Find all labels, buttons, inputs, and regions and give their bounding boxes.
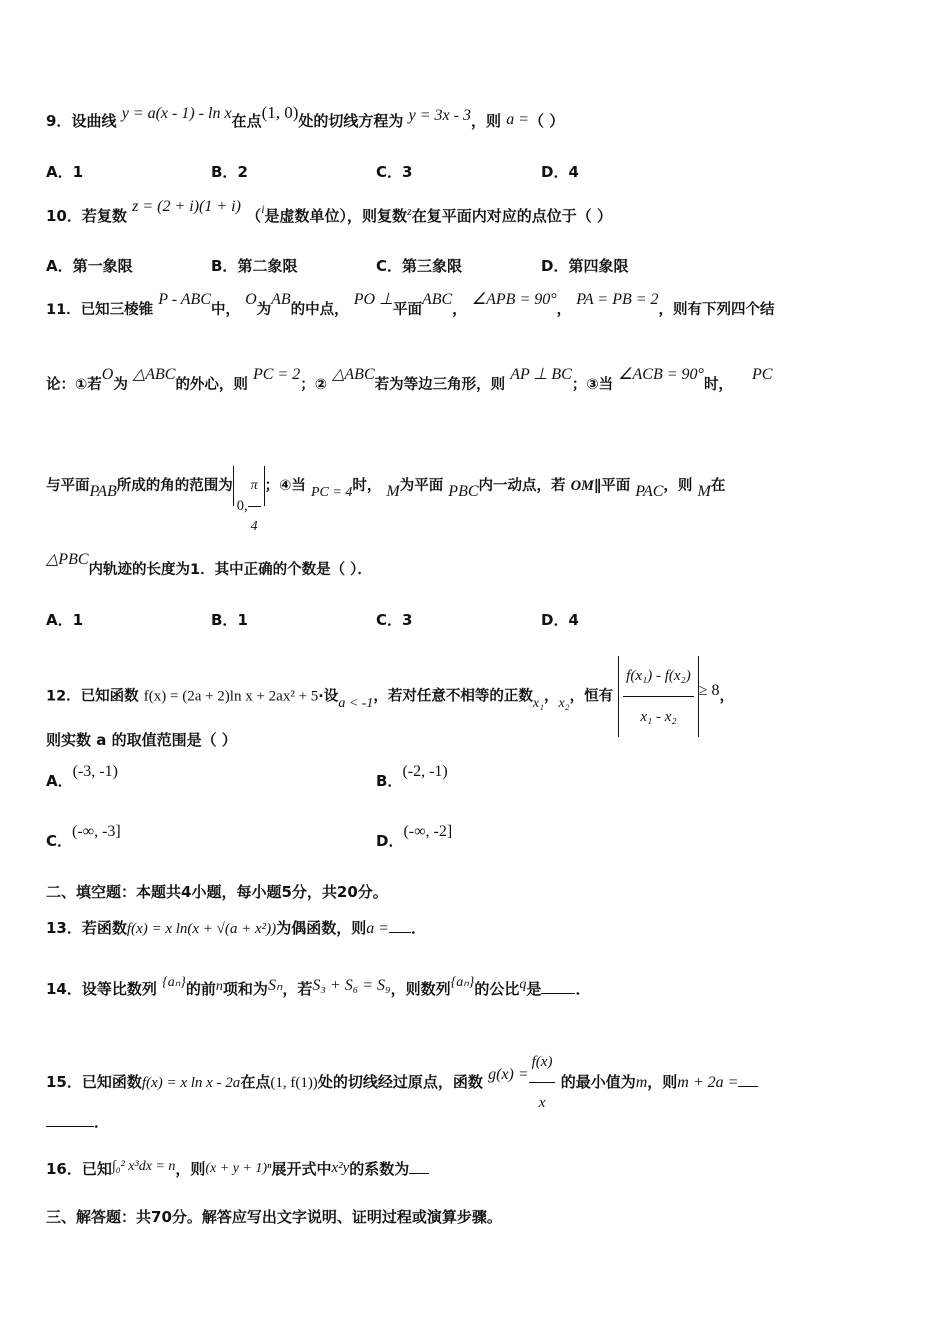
option-label: B．	[211, 257, 238, 275]
math: O	[101, 366, 114, 383]
difference-quotient	[623, 656, 694, 737]
question-number: 10．	[46, 207, 82, 225]
question-text: （	[246, 207, 262, 225]
question-16	[46, 1159, 429, 1181]
option-value: 3	[402, 611, 413, 629]
question-text: 的外心，则	[175, 377, 248, 393]
math: ABC	[422, 291, 453, 308]
option-value: 第一象限	[72, 257, 133, 275]
question-text: 所成的角的范围为	[116, 478, 233, 494]
question-text: ．	[94, 1113, 110, 1131]
option-label: D．	[541, 257, 569, 275]
question-text: ；③当	[571, 377, 614, 393]
option-a	[46, 763, 118, 797]
answer-blank[interactable]	[389, 918, 411, 933]
question-11-line-2	[46, 366, 773, 395]
denominator: 4	[250, 519, 258, 534]
option-label: A．	[46, 611, 73, 629]
section-3-heading	[46, 1207, 502, 1227]
question-15-line-2	[46, 1112, 109, 1132]
function-definition: f(x) = x ln(x + √(a + x²))	[126, 921, 277, 937]
option-a	[46, 609, 83, 630]
point: (1, 0)	[261, 103, 299, 122]
option-d	[376, 823, 453, 857]
question-text: 平面	[601, 478, 631, 494]
question-number: 12．	[46, 688, 81, 705]
question-text: 若函数	[81, 919, 127, 937]
question-9	[46, 103, 565, 132]
question-text: 为偶函数，则	[276, 919, 367, 937]
option-b	[376, 763, 448, 797]
question-text: 时，	[352, 478, 382, 494]
question-text: ．	[575, 980, 591, 998]
answer-paren: （ ）	[529, 112, 565, 130]
option-d	[541, 609, 579, 630]
question-text: 为	[256, 302, 272, 318]
option-value: 3	[402, 163, 413, 181]
math: Sₙ	[267, 977, 283, 994]
section-2-heading	[46, 882, 388, 902]
question-text: ，	[544, 688, 559, 705]
question-14	[46, 975, 591, 1001]
math: x₁	[532, 695, 545, 711]
question-text: 若复数	[81, 207, 127, 225]
question-10	[46, 198, 612, 227]
function-definition: f(x) = x ln x - 2a	[141, 1075, 241, 1091]
option-value: (-∞, -2]	[403, 823, 453, 840]
inequality: ≥ 8	[698, 681, 720, 699]
math: x₂	[558, 695, 570, 711]
integral: ∫₀² x³dx = n	[111, 1159, 176, 1174]
question-text: 在点	[231, 112, 262, 130]
variable: a =	[506, 111, 530, 128]
option-label: A．	[46, 257, 73, 275]
math: ∠ACB = 90°	[618, 366, 704, 383]
math: M	[697, 483, 711, 500]
math: m	[635, 1074, 648, 1091]
question-text: 处的切线方程为	[298, 112, 404, 130]
question-text: ，则	[663, 478, 693, 494]
question-text: 中，	[211, 302, 240, 318]
option-label: D．	[541, 163, 569, 181]
question-text: 在点	[240, 1073, 271, 1091]
option-label: B．	[376, 772, 403, 790]
section-title: 二、填空题：本题共4小题，每小题5分，共20分。	[46, 883, 388, 901]
option-label: C．	[376, 257, 403, 275]
question-12	[46, 656, 734, 737]
math: PA = PB = 2	[576, 291, 659, 308]
option-label: C．	[376, 611, 403, 629]
option-b	[211, 161, 248, 182]
numerator: f(x)	[529, 1042, 556, 1083]
sequence: {aₙ}	[450, 975, 475, 990]
question-text: 项和为	[222, 980, 268, 998]
question-text: ，则数列	[390, 980, 451, 998]
g-fraction	[529, 1042, 556, 1123]
option-value: (-2, -1)	[402, 763, 448, 780]
math: ∠APB = 90°	[471, 291, 557, 308]
question-text: 在复平面内对应的点位于（ ）	[411, 207, 612, 225]
math: PC	[752, 366, 773, 383]
option-c	[46, 823, 121, 857]
question-text: 设曲线	[71, 112, 117, 130]
question-text: 的中点，	[290, 302, 349, 318]
imaginary-unit: i	[261, 202, 265, 216]
question-text: ，若	[282, 980, 313, 998]
question-number: 14．	[46, 980, 82, 998]
question-number: 15．	[46, 1073, 82, 1091]
answer-blank[interactable]	[46, 1112, 94, 1127]
question-number: 11．	[46, 302, 81, 318]
option-value: 2	[237, 163, 248, 181]
math: q	[519, 977, 527, 992]
question-12-line-2	[46, 730, 237, 750]
option-label: B．	[211, 611, 238, 629]
question-text: 论：①若	[46, 377, 102, 393]
option-value: (-3, -1)	[72, 763, 118, 780]
question-text: 处的切线经过原点，函数	[317, 1073, 483, 1091]
question-text: 的公比	[474, 980, 520, 998]
option-value: 4	[568, 163, 579, 181]
math: PC = 4	[311, 485, 353, 500]
math: PO ⊥	[353, 291, 393, 308]
question-15	[46, 1042, 758, 1123]
question-text: ，恒有	[569, 688, 614, 705]
question-text: ，则	[175, 1160, 206, 1178]
answer-blank[interactable]	[409, 1159, 429, 1174]
option-value: 4	[568, 611, 579, 629]
question-text: 的最小值为	[560, 1073, 636, 1091]
question-text: 的系数为	[349, 1160, 410, 1178]
denominator: x₁ - x₂	[640, 709, 677, 725]
option-c	[376, 255, 462, 276]
math: AB	[271, 291, 291, 308]
option-label: D．	[376, 832, 404, 850]
question-text: 时，	[703, 377, 733, 393]
answer-blank[interactable]	[738, 1072, 758, 1087]
question-text: 若为等边三角形，则	[374, 377, 506, 393]
question-text: 是	[526, 980, 542, 998]
absolute-value	[618, 656, 699, 737]
question-text: 为	[113, 377, 128, 393]
angle-range	[233, 466, 265, 534]
option-b	[211, 609, 248, 630]
numerator: f(x₁) - f(x₂)	[623, 656, 694, 697]
option-label: C．	[46, 832, 73, 850]
math: g(x) =	[488, 1066, 529, 1083]
question-text: ，若对任意不相等的正数	[373, 688, 533, 705]
option-d	[541, 255, 628, 276]
option-label: A．	[46, 772, 73, 790]
question-text: 内一动点，若	[478, 478, 566, 494]
complex-expression: z = (2 + i)(1 + i)	[132, 198, 241, 215]
question-text: 是虚数单位），则复数	[264, 207, 408, 225]
math: △PBC	[46, 551, 89, 568]
option-c	[376, 609, 412, 630]
option-d	[541, 161, 579, 182]
math: PAC	[635, 483, 664, 500]
term: x²y	[331, 1160, 350, 1176]
question-text: ，	[452, 302, 467, 318]
question-11-line-3	[46, 466, 726, 534]
question-text: 已知函数	[81, 1073, 142, 1091]
question-text: 展开式中	[271, 1160, 332, 1178]
question-text: 的前	[185, 980, 216, 998]
math: ∥	[593, 478, 602, 494]
question-text: ，	[556, 302, 572, 318]
math: PBC	[448, 483, 479, 500]
question-text: 设等比数列	[81, 980, 157, 998]
math: PAB	[89, 483, 117, 500]
question-text: ，则	[647, 1073, 678, 1091]
question-text: 已知	[81, 1160, 112, 1178]
question-text: 已知函数	[80, 688, 139, 705]
denominator: x	[538, 1095, 546, 1111]
question-text: ；②	[300, 377, 328, 393]
question-text: ；④当	[264, 478, 306, 494]
question-11	[46, 291, 775, 320]
option-value: 第三象限	[402, 257, 463, 275]
question-text: 在	[710, 478, 726, 494]
math: P - ABC	[158, 291, 211, 308]
answer-blank[interactable]	[541, 979, 575, 994]
option-label: D．	[541, 611, 569, 629]
expression: (x + y + 1)ⁿ	[205, 1161, 272, 1176]
option-label: A．	[46, 163, 73, 181]
question-number: 16．	[46, 1160, 82, 1178]
math: △ABC	[132, 366, 176, 383]
question-text: 已知三棱锥	[80, 302, 154, 318]
variable: z	[407, 204, 412, 218]
question-text: ，	[719, 688, 735, 705]
sequence: {aₙ}	[162, 975, 186, 990]
option-label: C．	[376, 163, 403, 181]
question-number: 13．	[46, 919, 82, 937]
question-13	[46, 918, 426, 939]
tangent-equation: y = 3x - 3	[408, 107, 471, 124]
question-text: 则实数 a 的取值范围是（ ）	[46, 731, 237, 749]
math: OM	[570, 478, 594, 494]
math: AP ⊥ BC	[510, 366, 572, 383]
math: O	[245, 291, 257, 308]
condition: a < -1	[338, 695, 374, 711]
function-definition: f(x) = (2a + 2)ln x + 2ax² + 5	[143, 688, 319, 705]
question-text: ，则	[470, 112, 501, 130]
equation: S₃ + S₆ = S₉	[312, 977, 391, 994]
question-11-line-4	[46, 551, 372, 580]
question-text: ，则有下列四个结	[658, 302, 775, 318]
option-value: 第二象限	[237, 257, 298, 275]
expression: m + 2a =	[677, 1074, 739, 1091]
option-value: 1	[72, 611, 84, 629]
option-value: 第四象限	[568, 257, 629, 275]
numerator: π	[248, 466, 261, 507]
option-c	[376, 161, 412, 182]
pi-over-4	[248, 466, 261, 547]
option-label: B．	[211, 163, 238, 181]
question-text: 平面	[393, 302, 422, 318]
option-b	[211, 255, 297, 276]
question-text: 与平面	[46, 478, 90, 494]
math: M	[386, 483, 400, 500]
variable: a =	[366, 920, 389, 937]
math: △ABC	[332, 366, 375, 383]
option-a	[46, 161, 83, 182]
question-text: ·设	[318, 688, 339, 705]
question-text: 内轨迹的长度为1．其中正确的个数是（ ）．	[88, 562, 372, 578]
math: PC = 2	[253, 366, 301, 383]
option-a	[46, 255, 133, 276]
option-value: 1	[237, 611, 248, 629]
math: n	[215, 979, 223, 994]
point: (1, f(1))	[270, 1075, 318, 1091]
section-title: 三、解答题：共70分。解答应写出文字说明、证明过程或演算步骤。	[46, 1208, 502, 1226]
curve-equation: y = a(x - 1) - ln x	[121, 105, 232, 122]
question-text: ．	[411, 919, 427, 937]
option-value: 1	[72, 163, 84, 181]
option-value: (-∞, -3]	[72, 823, 121, 840]
question-text: 为平面	[399, 478, 444, 494]
question-number: 9．	[46, 112, 72, 130]
range-start: 0,	[236, 497, 248, 514]
